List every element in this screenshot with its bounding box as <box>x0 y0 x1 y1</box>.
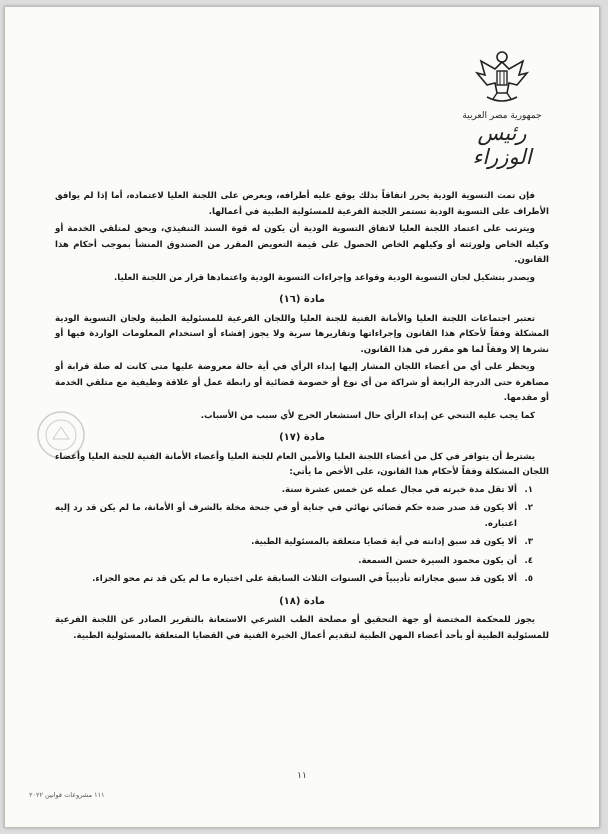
paragraph: كما يجب عليه التنحي عن إبداء الرأي حال استشعار الحرج لأي سبب من الأسباب. <box>200 410 535 421</box>
paragraph: فإن تمت التسوية الودية يحرر اتفاقاً بذلك يوقع عليه أطرافه، ويعرض على اللجنة العليا لاعتماده، أما إذا لم يوافق الأطراف على التسوية الودية تستمر اللجنة الفرعية للمسئولية الطبية في أعمالها. <box>55 191 549 217</box>
article-16-heading: مادة (١٦) <box>279 294 325 305</box>
list-item: ٥. ألا يكون قد سبق مجازاته تأديبياً في السنوات الثلاث السابقة على اختياره ما لم يكن قد تم محو الجزاء. <box>92 574 533 584</box>
conditions-list <box>55 483 531 588</box>
list-item: ٤. أن يكون محمود السيرة حسن السمعة. <box>358 555 533 566</box>
paragraph: تعتبر اجتماعات اللجنة العليا والأمانة الفنية للجنة العليا واللجان الفرعية للمسئولية الطبية ولجان التسوية الودية المشكلة وفقاً لأحكام هذا القانون وإجراءاتها وتقاريرها سرية ولا يجوز إفشاء أو استخدام المعلومات الواردة فيها أو نشرها إلا وفقاً لما هو مقرر في هذا القانون. <box>55 313 549 355</box>
document-page <box>4 6 600 828</box>
letterhead <box>447 47 557 169</box>
eagle-emblem-icon <box>473 47 531 109</box>
list-item: ١. ألا تقل مدة خبرته في مجال عمله عن خمس عشرة سنة. <box>281 484 533 495</box>
office-title: رئيس الوزراء <box>472 121 532 169</box>
paragraph: يجوز للمحكمة المختصة أو جهة التحقيق أو مصلحة الطب الشرعي الاستعانة بالتقرير الصادر عن اللجنة الفرعية للمسئولية الطبية أو بأحد أعضاء المهن الطبية لتقديم أعمال الخبرة الفنية في القضايا المتعلقة بالمسئولية الطبية. <box>55 615 549 641</box>
paragraph: يشترط أن يتوافر في كل من أعضاء اللجنة العليا والأمين العام للجنة العليا وأعضاء الأمانة الفنية للجنة العليا وأعضاء اللجان المشكلة وفقاً لأحكام هذا القانون، على الأخص ما يأتي: <box>55 451 549 477</box>
paragraph: ويحظر على أي من أعضاء اللجان المشار إليها إبداء الرأي في أية حالة معروضة عليها متى كانت له صلة قرابة أو مصاهرة حتى الدرجة الرابعة أو شراكة من أي نوع أو خصومة قضائية أو رابطة عمل أو علاقة وظيفية مع متلقي الخدمة أو مقدمها. <box>55 362 549 403</box>
list-item: ٣. ألا يكون قد سبق إدانته في أية قضايا متعلقة بالمسئولية الطبية. <box>251 537 533 547</box>
article-18-heading: مادة (١٨) <box>279 595 325 607</box>
paragraph: ويترتب على اعتماد اللجنة العليا لاتفاق التسوية الودية أن يكون له قوة السند التنفيذي، ويحق لمتلقي الخدمة أو وكيله الخاص ولورثته أو وكيلهم الخاص الحصول على قيمة التعويض المقرر من الصندوق المنشأ بموجب أحكام هذا القانون. <box>55 224 549 265</box>
list-item: ٢. ألا يكون قد صدر ضده حكم قضائي نهائي في جناية أو في جنحة مخلة بالشرف أو الأمانة، ما لم يكن قد رد إليه اعتباره. <box>55 503 533 529</box>
paragraph: ويصدر بتشكيل لجان التسوية الودية وقواعد وإجراءات التسوية الودية واعتمادها قرار من اللجنة العليا. <box>114 272 535 283</box>
footer-note: ١١١ مشروعات قوانين ٢٠٢٢ <box>29 791 105 799</box>
republic-label: جمهورية مصر العربية <box>462 111 542 121</box>
document-body <box>55 189 549 646</box>
article-17-heading: مادة (١٧) <box>279 432 325 443</box>
page-number: ١١ <box>297 771 307 781</box>
